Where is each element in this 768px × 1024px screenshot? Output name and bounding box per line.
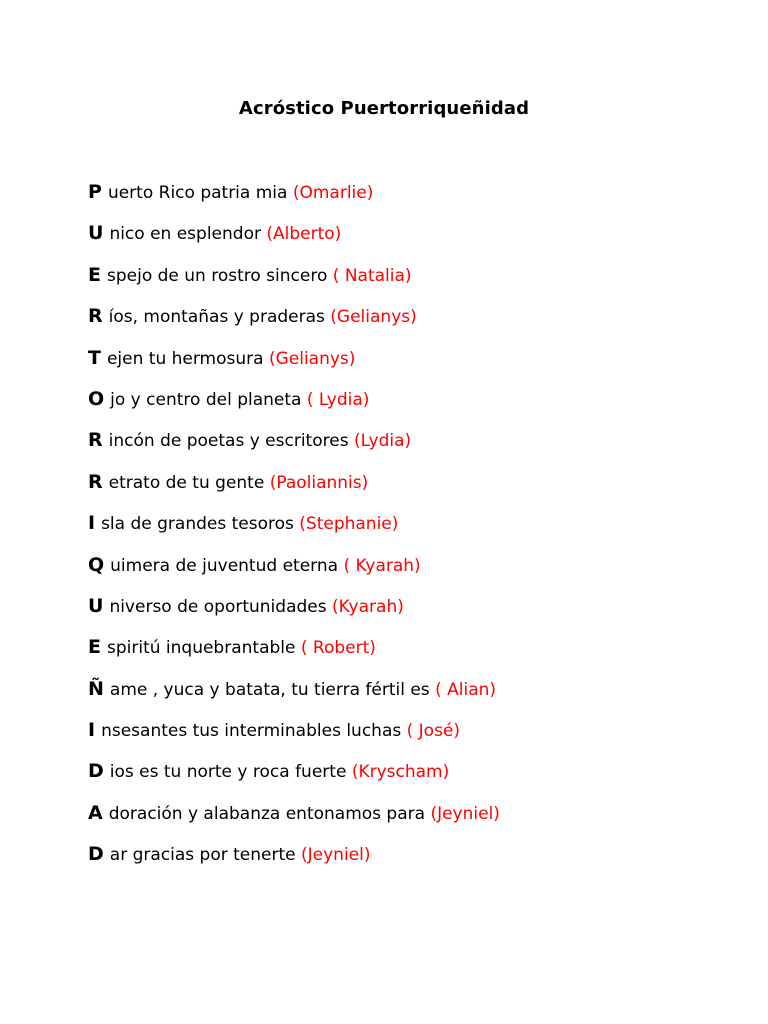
line-verse: sla de grandes tesoros (101, 514, 294, 535)
line-verse: spejo de un rostro sincero (106, 265, 328, 286)
line-initial: Ñ (88, 677, 104, 700)
acrostic-line (88, 219, 500, 260)
line-verse: niverso de oportunidades (109, 596, 327, 617)
line-verse: etrato de tu gente (108, 472, 265, 493)
line-initial: I (88, 719, 96, 742)
line-author: (Gelianys) (330, 307, 417, 328)
line-author: ( Robert) (300, 638, 376, 659)
acrostic-line (88, 799, 500, 840)
acrostic-line (88, 592, 500, 633)
line-verse: spiritú inquebrantable (106, 638, 296, 659)
acrostic-line (88, 716, 500, 757)
acrostic-line (88, 675, 500, 716)
line-initial: I (88, 512, 96, 535)
acrostic-line (88, 385, 500, 426)
line-author: ( Lydia) (306, 389, 370, 410)
line-initial: E (88, 636, 101, 659)
line-verse: nico en esplendor (109, 224, 261, 245)
acrostic-line (88, 757, 500, 798)
line-author: (Paoliannis) (269, 472, 369, 493)
line-verse: uimera de juventud eterna (110, 555, 339, 576)
line-initial: O (88, 387, 105, 410)
acrostic-line (88, 178, 500, 219)
acrostic-line (88, 633, 500, 674)
acrostic-line (88, 426, 500, 467)
acrostic-line (88, 261, 500, 302)
acrostic-line (88, 344, 500, 385)
acrostic-line (88, 468, 500, 509)
line-author: ( José) (406, 721, 461, 742)
line-author: (Lydia) (353, 431, 412, 452)
line-initial: D (88, 760, 104, 783)
line-verse: íos, montañas y praderas (108, 307, 325, 328)
line-initial: D (88, 843, 104, 866)
acrostic-line (88, 551, 500, 592)
line-verse: ar gracias por tenerte (109, 845, 296, 866)
line-author: (Kyarah) (332, 596, 404, 617)
line-author: (Stephanie) (299, 514, 399, 535)
line-verse: ejen tu hermosura (106, 348, 264, 369)
line-initial: T (88, 346, 101, 369)
page-title: Acróstico Puertorriqueñidad (238, 98, 530, 119)
line-initial: U (88, 222, 104, 245)
line-author: (Gelianys) (268, 348, 356, 369)
line-author: (Jeyniel) (301, 845, 371, 866)
line-verse: doración y alabanza entonamos para (108, 803, 426, 824)
line-author: (Kryscham) (351, 762, 450, 783)
acrostic-line (88, 509, 500, 550)
acrostic-line (88, 302, 500, 343)
acrostic-line (88, 840, 500, 881)
line-verse: jo y centro del planeta (110, 389, 302, 410)
line-author: ( Natalia) (332, 265, 412, 286)
line-verse: incón de poetas y escritores (108, 431, 349, 452)
line-verse: uerto Rico patria mia (107, 183, 288, 203)
line-initial: Q (88, 553, 105, 576)
line-author: (Omarlie) (292, 183, 374, 203)
line-initial: R (88, 470, 103, 493)
line-initial: R (88, 429, 103, 452)
line-author: ( Kyarah) (343, 555, 421, 576)
line-initial: U (88, 594, 104, 617)
line-author: (Jeyniel) (430, 803, 500, 824)
line-verse: ame , yuca y batata, tu tierra fértil es (109, 679, 430, 700)
acrostic-list (88, 178, 500, 882)
line-verse: ios es tu norte y roca fuerte (109, 762, 347, 783)
line-initial: A (88, 801, 103, 824)
line-initial: R (88, 305, 103, 328)
line-author: (Alberto) (266, 224, 342, 245)
line-verse: nsesantes tus interminables luchas (101, 721, 402, 742)
line-initial: P (88, 181, 102, 203)
line-initial: E (88, 263, 101, 286)
line-author: ( Alian) (435, 679, 497, 700)
